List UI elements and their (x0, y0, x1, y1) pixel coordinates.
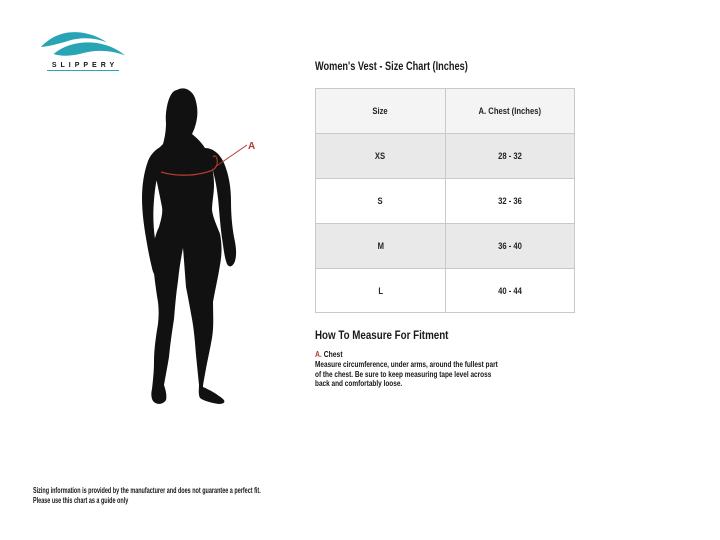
size-cell: S (377, 196, 383, 206)
table-row-s (316, 179, 575, 224)
table-header-row (316, 89, 575, 134)
how-to-measure-heading: How To Measure For Fitment (315, 330, 449, 342)
chest-cell: 36 - 40 (497, 241, 522, 251)
disclaimer-line: Sizing information is provided by the manufacturer and does not guarantee a perfect fit. (33, 486, 261, 495)
chest-cell: 32 - 36 (497, 196, 522, 206)
size-table (315, 88, 575, 313)
body-silhouette (151, 88, 224, 404)
brand-logo (40, 30, 126, 71)
table-row-l (316, 269, 575, 313)
size-cell: XS (375, 151, 386, 161)
body-silhouette-figure (118, 82, 298, 422)
table-row-xs (316, 134, 575, 179)
size-cell: L (377, 285, 383, 296)
measurement-label-a: A (248, 141, 256, 152)
instruction-line: Measure circumference, under arms, around the fullest part (315, 359, 498, 369)
instruction-line: back and comfortably loose. (315, 378, 403, 389)
measure-point-letter: A. (315, 349, 322, 359)
logo-wave-icon (40, 30, 126, 60)
chest-cell: 40 - 44 (497, 285, 522, 296)
how-to-measure-section (315, 330, 575, 389)
measure-instructions (315, 360, 513, 389)
measure-point-name: Chest (323, 349, 343, 359)
instruction-line: of the chest. Be sure to keep measuring tape level across (315, 368, 492, 379)
column-header-size: Size (372, 106, 388, 116)
measure-point-a (315, 349, 523, 359)
disclaimer-line: Please use this chart as a guide only (33, 496, 129, 505)
size-chart-title: Women's Vest - Size Chart (Inches) (315, 61, 468, 73)
table-row-m (316, 224, 575, 269)
sizing-disclaimer (33, 486, 261, 506)
brand-underline (47, 70, 119, 71)
column-header-chest: A. Chest (Inches) (478, 106, 541, 116)
brand-name: SLIPPERY (51, 62, 119, 69)
size-cell: M (377, 241, 384, 251)
chest-cell: 28 - 32 (497, 151, 522, 161)
